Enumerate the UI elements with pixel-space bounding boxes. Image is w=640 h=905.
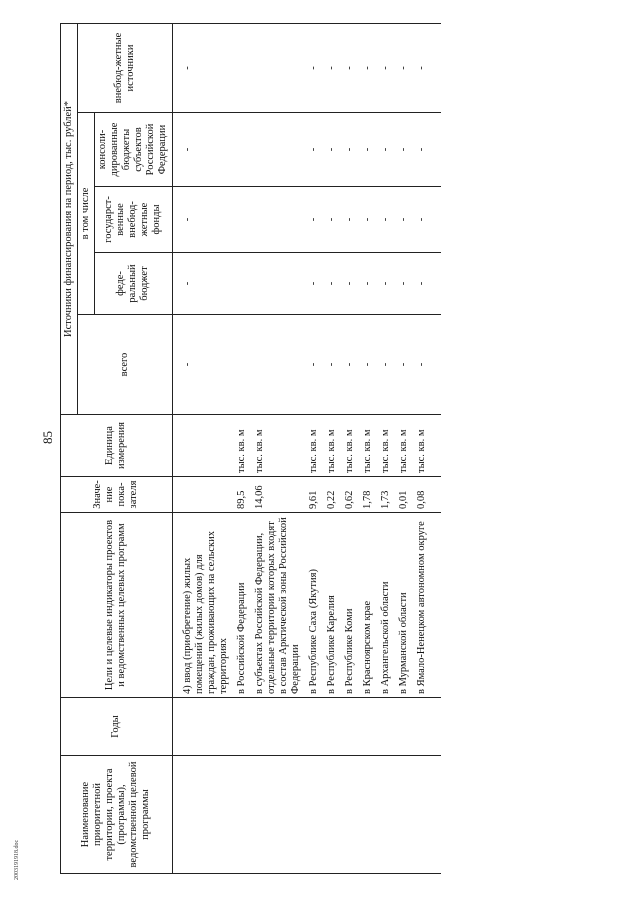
cell-federal: - (341, 253, 359, 315)
cell-consolidated: - (341, 113, 359, 187)
table-row (179, 23, 233, 873)
header-federal: феде-ральный бюджет (95, 253, 172, 315)
table-row (413, 23, 441, 873)
cell-indicator: в Республике Карелия (323, 513, 341, 698)
cell-total (251, 315, 305, 415)
cell-territory (341, 756, 359, 874)
cell-consolidated: - (305, 113, 323, 187)
table-row (359, 23, 377, 873)
cell-territory (251, 756, 305, 874)
cell-state-funds: - (395, 187, 413, 253)
cell-federal: - (323, 253, 341, 315)
footer-filename: 2003191918.doc (14, 839, 20, 880)
header-total: всего (78, 315, 172, 415)
cell-total: - (179, 315, 233, 415)
table-row (323, 23, 341, 873)
cell-indicator: в Российской Федерации (233, 513, 251, 698)
cell-years (233, 698, 251, 756)
cell-federal: - (395, 253, 413, 315)
header-offbudget: внебюд-жетные источники (78, 23, 172, 112)
cell-consolidated: - (377, 113, 395, 187)
page-number: 85 (40, 431, 55, 444)
cell-indicator: в Красноярском крае (359, 513, 377, 698)
table-body (172, 23, 441, 873)
cell-federal: - (377, 253, 395, 315)
cell-consolidated: - (413, 113, 441, 187)
header-goals: Цели и целевые индикаторы проектов и ведомственных целевых программ (61, 513, 173, 698)
cell-years (359, 698, 377, 756)
header-incl: в том числе (78, 113, 95, 315)
cell-state-funds: - (413, 187, 441, 253)
cell-federal: - (179, 253, 233, 315)
cell-years (179, 698, 233, 756)
cell-unit: тыс. кв. м (323, 415, 341, 477)
cell-years (305, 698, 323, 756)
cell-state-funds: - (323, 187, 341, 253)
cell-territory (233, 756, 251, 874)
header-unit: Единица измерения (61, 415, 173, 477)
cell-offbudget (233, 23, 251, 112)
cell-unit: тыс. кв. м (251, 415, 305, 477)
cell-years (251, 698, 305, 756)
cell-offbudget: - (305, 23, 323, 112)
cell-territory (377, 756, 395, 874)
cell-indicator: в субъектах Российской Федерации, отдельные территории которых входят в состав Арктической зоны Российской Федерации (251, 513, 305, 698)
cell-consolidated (233, 113, 251, 187)
cell-value: 0,01 (395, 477, 413, 513)
cell-offbudget (251, 23, 305, 112)
cell-value: 0,62 (341, 477, 359, 513)
cell-consolidated: - (359, 113, 377, 187)
cell-value: 14,06 (251, 477, 305, 513)
header-value: Значе-ние пока-зателя (61, 477, 173, 513)
cell-value: 0,08 (413, 477, 441, 513)
cell-total (233, 315, 251, 415)
cell-years (413, 698, 441, 756)
table-row (377, 23, 395, 873)
cell-federal: - (305, 253, 323, 315)
cell-total: - (359, 315, 377, 415)
header-sources: Источники финансирования на период, тыс. рублей* (61, 23, 78, 414)
cell-years (395, 698, 413, 756)
cell-total: - (413, 315, 441, 415)
cell-years (323, 698, 341, 756)
cell-state-funds: - (359, 187, 377, 253)
cell-total: - (377, 315, 395, 415)
cell-consolidated: - (323, 113, 341, 187)
cell-federal: - (413, 253, 441, 315)
table-row (305, 23, 323, 873)
cell-value: 9,61 (305, 477, 323, 513)
cell-consolidated: - (179, 113, 233, 187)
cell-state-funds (233, 187, 251, 253)
cell-federal (251, 253, 305, 315)
cell-federal (233, 253, 251, 315)
cell-territory (305, 756, 323, 874)
cell-offbudget: - (413, 23, 441, 112)
cell-territory (323, 756, 341, 874)
cell-territory (395, 756, 413, 874)
cell-state-funds (251, 187, 305, 253)
table-row (341, 23, 359, 873)
cell-state-funds: - (341, 187, 359, 253)
cell-state-funds: - (377, 187, 395, 253)
cell-indicator: в Республике Саха (Якутия) (305, 513, 323, 698)
table-row (395, 23, 413, 873)
financing-table (60, 23, 441, 874)
cell-indicator: в Архангельской области (377, 513, 395, 698)
cell-years (377, 698, 395, 756)
cell-offbudget: - (377, 23, 395, 112)
cell-unit: тыс. кв. м (233, 415, 251, 477)
table-row (251, 23, 305, 873)
cell-unit: тыс. кв. м (413, 415, 441, 477)
header-years: Годы (61, 698, 173, 756)
cell-territory (413, 756, 441, 874)
cell-years (341, 698, 359, 756)
cell-total: - (305, 315, 323, 415)
cell-value: 1,78 (359, 477, 377, 513)
cell-consolidated (251, 113, 305, 187)
cell-value: 1,73 (377, 477, 395, 513)
header-consolidated: консоли-дированные бюджеты субъектов Российской Федерации (95, 113, 172, 187)
header-territory: Наименование приоритетной территории, проекта (программы), ведомственной целевой программы (61, 756, 173, 874)
cell-state-funds: - (179, 187, 233, 253)
cell-value: 0,22 (323, 477, 341, 513)
cell-indicator: в Республике Коми (341, 513, 359, 698)
cell-consolidated: - (395, 113, 413, 187)
cell-total: - (341, 315, 359, 415)
cell-offbudget: - (395, 23, 413, 112)
cell-offbudget: - (359, 23, 377, 112)
table-row (233, 23, 251, 873)
cell-unit: тыс. кв. м (377, 415, 395, 477)
cell-territory (359, 756, 377, 874)
cell-federal: - (359, 253, 377, 315)
header-state-funds: государст-венные внебюд-жетные фонды (95, 187, 172, 253)
cell-unit: тыс. кв. м (395, 415, 413, 477)
cell-value (179, 477, 233, 513)
cell-value: 89,5 (233, 477, 251, 513)
cell-territory (179, 756, 233, 874)
rotated-table-area (60, 24, 600, 874)
cell-indicator: в Ямало-Ненецком автономном округе (413, 513, 441, 698)
cell-unit (179, 415, 233, 477)
cell-offbudget: - (341, 23, 359, 112)
cell-indicator: в Мурманской области (395, 513, 413, 698)
cell-state-funds: - (305, 187, 323, 253)
cell-offbudget: - (323, 23, 341, 112)
cell-total: - (323, 315, 341, 415)
cell-unit: тыс. кв. м (305, 415, 323, 477)
cell-offbudget: - (179, 23, 233, 112)
cell-total: - (395, 315, 413, 415)
cell-indicator: 4) ввод (приобретение) жилых помещений (жилых домов) для граждан, проживающих на сельских территориях (179, 513, 233, 698)
cell-unit: тыс. кв. м (359, 415, 377, 477)
cell-unit: тыс. кв. м (341, 415, 359, 477)
